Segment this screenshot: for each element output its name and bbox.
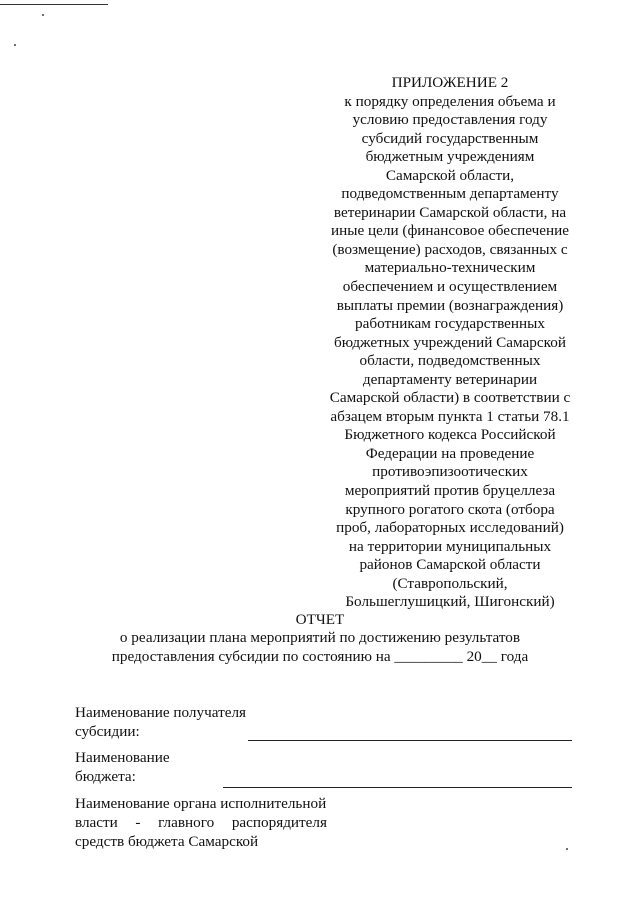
- authority-word: распорядителя: [231, 814, 327, 831]
- report-subtitle-line: о реализации плана мероприятий по достижению результатов: [119, 629, 521, 646]
- appendix-line: абзацем вторым пункта 1 статьи 78.1: [330, 407, 570, 425]
- appendix-line: работникам государственных: [355, 315, 545, 333]
- appendix-line: мероприятий против бруцеллеза: [344, 482, 556, 500]
- budget-label-line: Наименование: [75, 749, 170, 766]
- budget-field[interactable]: [223, 787, 572, 788]
- appendix-line: подведомственным департаменту: [341, 185, 559, 203]
- authority-label-line: Наименование органа исполнительной: [75, 795, 327, 812]
- budget-label-line: бюджета:: [75, 768, 136, 785]
- appendix-line: обеспечением и осуществлением: [342, 278, 558, 296]
- appendix-line: Федерации на проведение: [365, 444, 535, 462]
- recipient-label-line: Наименование получателя: [75, 704, 247, 721]
- scan-speck: [566, 848, 568, 850]
- report-title: ОТЧЕТ: [295, 611, 345, 628]
- appendix-line: выплаты премии (вознаграждения): [336, 296, 564, 314]
- appendix-line: бюджетных учреждений Самарской: [334, 333, 566, 351]
- scan-speck: [42, 14, 44, 16]
- appendix-line: на территории муниципальных: [348, 537, 552, 555]
- appendix-title: ПРИЛОЖЕНИЕ 2: [391, 74, 509, 91]
- appendix-line: Самарской области) в соответствии с: [329, 389, 571, 407]
- authority-word: -: [135, 814, 141, 831]
- appendix-line: противоэпизоотических: [372, 463, 528, 481]
- recipient-field[interactable]: [248, 740, 572, 741]
- authority-word: власти: [75, 814, 118, 831]
- appendix-line: материально-техническим: [364, 259, 536, 277]
- authority-label: [75, 794, 327, 851]
- appendix-line: иные цели (финансовое обеспечение: [331, 222, 569, 240]
- authority-word: главного: [158, 814, 215, 831]
- appendix-line: Самарской области,: [385, 166, 515, 184]
- appendix-header: [300, 74, 600, 612]
- authority-label-line: средств бюджета Самарской: [75, 833, 259, 850]
- appendix-line: к порядку определения объема и: [344, 92, 556, 110]
- appendix-line: области, подведомственных: [359, 352, 541, 370]
- appendix-line: условию предоставления году: [352, 111, 548, 129]
- appendix-line: Бюджетного кодекса Российской: [344, 426, 556, 444]
- scan-edge-line: [0, 4, 108, 5]
- appendix-line: крупного рогатого скота (отбора: [345, 500, 555, 518]
- authority-label-line: [75, 813, 327, 832]
- appendix-line: ветеринарии Самарской области, на: [333, 203, 567, 221]
- budget-label: [75, 748, 170, 786]
- appendix-line: департаменту ветеринарии: [362, 370, 538, 388]
- recipient-label-line: субсидии:: [75, 723, 140, 740]
- appendix-line: Большеглушицкий, Шигонский): [345, 593, 555, 611]
- report-subtitle-line: предоставления субсидии по состоянию на _________ 20__ года: [111, 648, 529, 665]
- appendix-line: субсидий государственным: [361, 129, 539, 147]
- recipient-label: [75, 703, 246, 741]
- report-subtitle: [0, 628, 640, 666]
- appendix-line: (возмещение) расходов, связанных с: [332, 240, 568, 258]
- appendix-line: бюджетным учреждениям: [365, 148, 535, 166]
- appendix-line: (Ставропольский,: [392, 574, 508, 592]
- scan-speck: [14, 44, 16, 46]
- appendix-line: районов Самарской области: [359, 556, 541, 574]
- appendix-line: проб, лабораторных исследований): [336, 519, 564, 537]
